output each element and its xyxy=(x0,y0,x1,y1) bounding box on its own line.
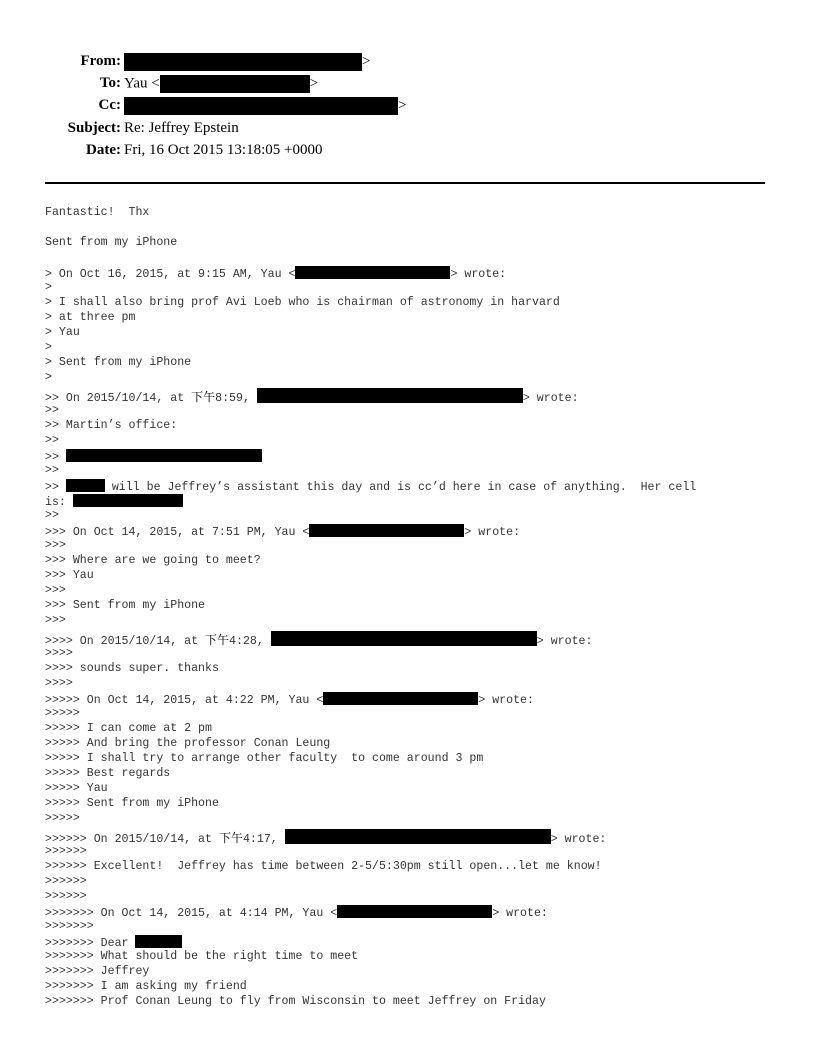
quote-header-line xyxy=(45,524,520,540)
body-line: >>> Where are we going to meet? xyxy=(45,554,261,567)
body-line: >> xyxy=(45,509,59,522)
redacted-line xyxy=(45,479,696,495)
body-line: >>>> xyxy=(45,677,73,690)
date-label: Date: xyxy=(86,142,121,158)
to-row xyxy=(0,75,121,95)
quote-header-text: >>> On Oct 14, 2015, at 7:51 PM, Yau < xyxy=(45,526,310,539)
quote-header-suffix: > wrote: xyxy=(550,833,607,846)
quote-header-text: >>>>> On Oct 14, 2015, at 4:22 PM, Yau < xyxy=(45,694,324,707)
to-value xyxy=(124,75,318,93)
body-line: >>>>> xyxy=(45,707,80,720)
email-redaction xyxy=(295,266,450,279)
quote-header-text: >>>>>> On 2015/10/14, at xyxy=(45,833,219,846)
quote-header-time: 4:28, xyxy=(229,635,271,648)
body-line: >> Martin’s office: xyxy=(45,419,178,432)
body-line: >>> xyxy=(45,614,66,627)
redacted-line xyxy=(45,494,183,510)
quote-header-suffix: > wrote: xyxy=(492,907,548,920)
body-line: >>>>> Yau xyxy=(45,782,108,795)
quote-header-line xyxy=(45,829,606,847)
email-redaction xyxy=(257,388,523,403)
header-divider xyxy=(45,182,765,184)
body-line: >>>> xyxy=(45,647,73,660)
quote-header-cjk: 下午 xyxy=(191,390,216,404)
cc-label: Cc: xyxy=(98,97,121,113)
quote-header-text: > On Oct 16, 2015, at 9:15 AM, Yau < xyxy=(45,268,296,281)
body-line: >>>>>>> I am asking my friend xyxy=(45,980,247,993)
body-line: >>>>>>> xyxy=(45,920,94,933)
body-line: >> xyxy=(45,404,59,417)
body-line: >>>>> xyxy=(45,812,80,825)
from-label: From: xyxy=(80,53,121,69)
name-redaction xyxy=(66,479,105,492)
email-redaction xyxy=(285,829,551,844)
body-line: >>>>>> Excellent! Jeffrey has time between 2-5/5:30pm still open...let me know! xyxy=(45,860,602,873)
quote-header-suffix: > wrote: xyxy=(536,635,593,648)
cc-suffix: > xyxy=(398,97,407,114)
subject-label: Subject: xyxy=(67,120,121,136)
quote-header-text: >> On 2015/10/14, at xyxy=(45,392,192,405)
quote-header-line xyxy=(45,905,548,921)
quote-header-cjk: 下午 xyxy=(205,633,230,647)
body-line: >>>> sounds super. thanks xyxy=(45,662,219,675)
line-prefix: >> xyxy=(45,481,66,494)
body-line: Sent from my iPhone xyxy=(45,236,178,249)
quote-header-suffix: > wrote: xyxy=(522,392,579,405)
to-name: Yau < xyxy=(124,75,160,92)
subject-row xyxy=(0,120,121,140)
email-redaction xyxy=(309,524,464,537)
body-line: > I shall also bring prof Avi Loeb who is chairman of astronomy in harvard xyxy=(45,296,560,309)
date-row xyxy=(0,142,121,162)
email-redaction xyxy=(271,631,537,646)
cc-row xyxy=(0,97,121,117)
body-line: >>>>> I can come at 2 pm xyxy=(45,722,212,735)
line-prefix: >> xyxy=(45,451,66,464)
name-redaction xyxy=(135,935,182,948)
body-line: >>> xyxy=(45,539,66,552)
body-line: >>>>>>> Prof Conan Leung to fly from Wisconsin to meet Jeffrey on Friday xyxy=(45,995,546,1008)
line-prefix: >>>>>>> Dear xyxy=(45,937,136,950)
cc-value xyxy=(124,97,406,115)
quote-header-line xyxy=(45,692,534,708)
subject-value: Re: Jeffrey Epstein xyxy=(124,120,239,136)
quote-header-text: >>>> On 2015/10/14, at xyxy=(45,635,206,648)
to-suffix: > xyxy=(309,75,319,92)
date-value: Fri, 16 Oct 2015 13:18:05 +0000 xyxy=(124,142,323,158)
body-line: >>>>>> xyxy=(45,875,87,888)
quote-header-suffix: > wrote: xyxy=(450,268,507,281)
email-redaction xyxy=(337,905,492,918)
body-line: >>>>>>> Jeffrey xyxy=(45,965,150,978)
address-redaction xyxy=(66,449,262,462)
body-line: >>>>> Sent from my iPhone xyxy=(45,797,219,810)
from-row xyxy=(0,53,121,73)
quote-header-suffix: > wrote: xyxy=(478,694,534,707)
quote-header-line xyxy=(45,388,579,406)
body-line: >> xyxy=(45,434,59,447)
body-line: > at three pm xyxy=(45,311,136,324)
redacted-line xyxy=(45,449,262,465)
to-label: To: xyxy=(99,75,121,91)
body-line: >>>>>> xyxy=(45,890,87,903)
quote-header-line xyxy=(45,631,592,649)
quote-header-line xyxy=(45,266,506,282)
quote-header-text: >>>>>>> On Oct 14, 2015, at 4:14 PM, Yau < xyxy=(45,907,338,920)
body-line: > xyxy=(45,281,52,294)
email-redaction xyxy=(323,692,478,705)
from-redaction xyxy=(124,53,362,71)
body-line: > xyxy=(45,341,52,354)
line-prefix: is: xyxy=(45,496,73,509)
quote-header-time: 4:17, xyxy=(242,833,285,846)
body-line: >>> Sent from my iPhone xyxy=(45,599,206,612)
quote-header-time: 8:59, xyxy=(215,392,257,405)
to-redaction xyxy=(160,75,310,93)
quote-header-suffix: > wrote: xyxy=(464,526,521,539)
redacted-line xyxy=(45,935,182,951)
body-line: >>>>>>> What should be the right time to meet xyxy=(45,950,359,963)
cc-redaction xyxy=(124,97,398,115)
body-line: > Yau xyxy=(45,326,80,339)
body-line: >>>>> And bring the professor Conan Leung xyxy=(45,737,331,750)
body-line: >>>>>> xyxy=(45,845,87,858)
from-value xyxy=(124,53,370,71)
body-line: >>> xyxy=(45,584,66,597)
body-line: > Sent from my iPhone xyxy=(45,356,192,369)
body-line: >> xyxy=(45,464,59,477)
line-text: will be Jeffrey’s assistant this day and is cc’d here in case of anything. Her cell xyxy=(104,481,697,494)
body-line: Fantastic! Thx xyxy=(45,206,150,219)
body-line: >>> Yau xyxy=(45,569,94,582)
quote-header-cjk: 下午 xyxy=(218,831,243,845)
body-line: >>>>> Best regards xyxy=(45,767,171,780)
body-line: > xyxy=(45,371,52,384)
body-line: >>>>> I shall try to arrange other faculty to come around 3 pm xyxy=(45,752,484,765)
from-suffix: > xyxy=(362,53,371,70)
phone-redaction xyxy=(73,494,183,507)
